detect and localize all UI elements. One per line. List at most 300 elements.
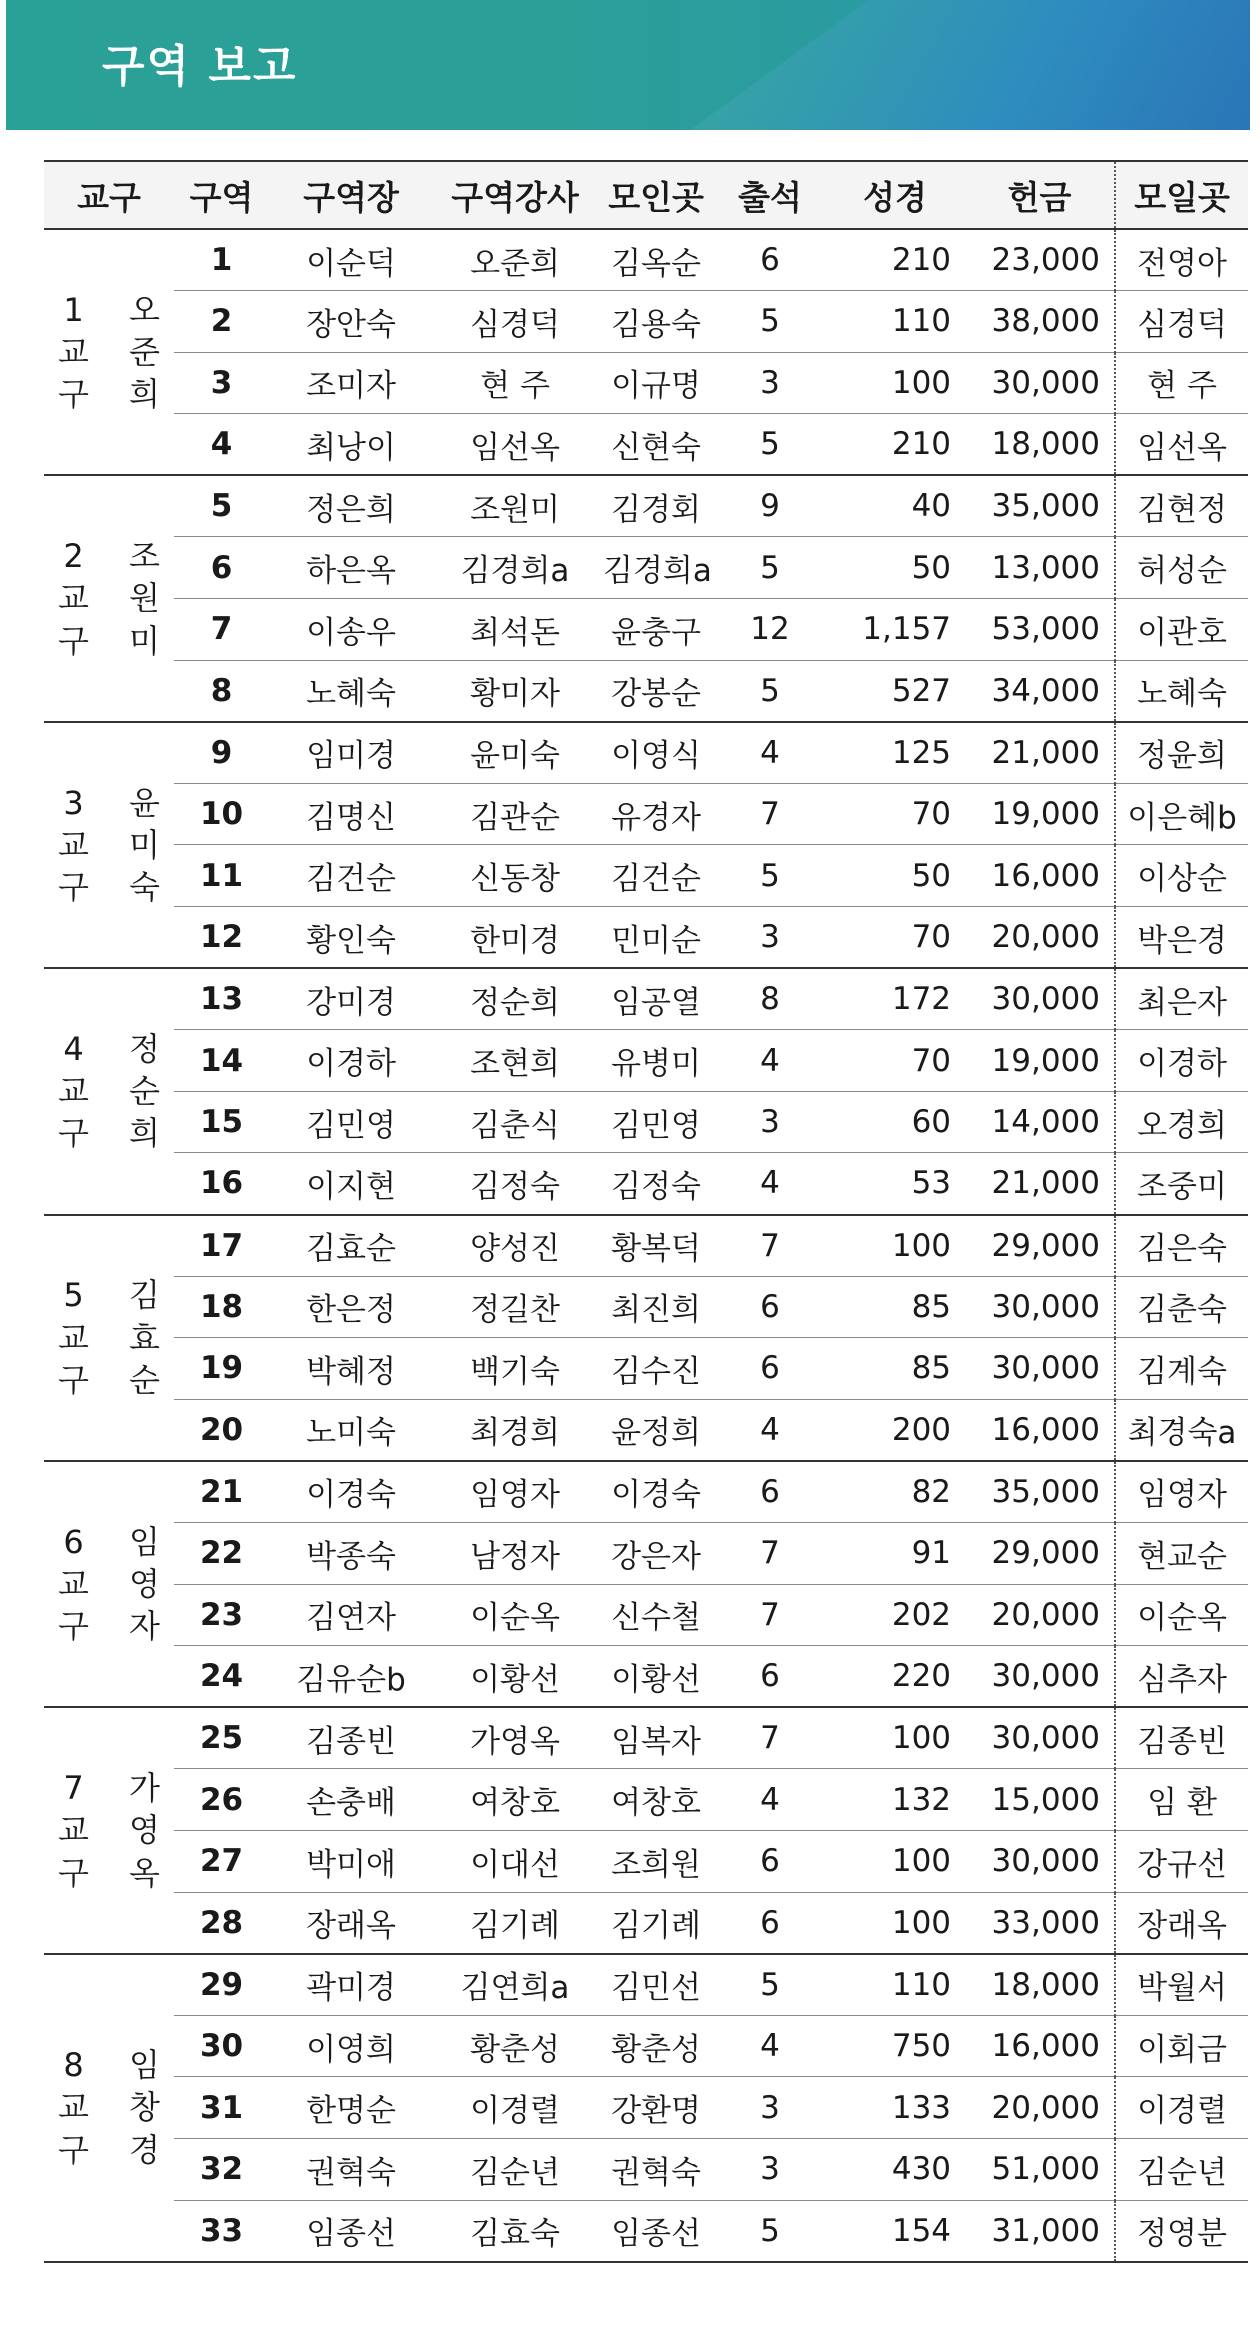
next-place: 강규선 — [1115, 1830, 1248, 1892]
district-number: 27 — [174, 1830, 269, 1892]
parish-leader: 조원미 — [109, 475, 174, 721]
district-number: 9 — [174, 722, 269, 784]
table-row — [44, 845, 1248, 907]
meeting-place: 김민선 — [597, 1954, 715, 2016]
table-row — [44, 1954, 1248, 2016]
district-teacher: 조현희 — [433, 1030, 597, 1092]
bible-count: 60 — [825, 1091, 965, 1153]
bible-count: 40 — [825, 475, 965, 537]
bible-count: 50 — [825, 537, 965, 599]
bible-count: 202 — [825, 1584, 965, 1646]
district-leader: 장안숙 — [269, 291, 433, 353]
district-leader: 이송우 — [269, 599, 433, 661]
district-number: 24 — [174, 1646, 269, 1708]
district-teacher: 임영자 — [433, 1461, 597, 1523]
meeting-place: 여창호 — [597, 1769, 715, 1831]
bible-count: 210 — [825, 414, 965, 476]
attendance: 6 — [715, 1892, 825, 1954]
table-row — [44, 907, 1248, 969]
offering: 18,000 — [965, 414, 1115, 476]
district-number: 28 — [174, 1892, 269, 1954]
district-leader: 이경숙 — [269, 1461, 433, 1523]
district-leader: 이경하 — [269, 1030, 433, 1092]
table-row — [44, 1584, 1248, 1646]
header-offering: 헌금 — [965, 161, 1115, 229]
attendance: 4 — [715, 2015, 825, 2077]
table-row — [44, 1215, 1248, 1277]
meeting-place: 김민영 — [597, 1091, 715, 1153]
district-teacher: 김연희a — [433, 1954, 597, 2016]
table-row — [44, 722, 1248, 784]
district-leader: 박혜정 — [269, 1338, 433, 1400]
meeting-place: 유경자 — [597, 783, 715, 845]
table-row — [44, 1091, 1248, 1153]
table-row — [44, 1461, 1248, 1523]
attendance: 12 — [715, 599, 825, 661]
district-leader: 손충배 — [269, 1769, 433, 1831]
district-teacher: 양성진 — [433, 1215, 597, 1277]
offering: 30,000 — [965, 1276, 1115, 1338]
district-teacher: 윤미숙 — [433, 722, 597, 784]
table-row — [44, 1892, 1248, 1954]
meeting-place: 김기례 — [597, 1892, 715, 1954]
offering: 16,000 — [965, 2015, 1115, 2077]
attendance: 7 — [715, 1215, 825, 1277]
district-teacher: 최경희 — [433, 1399, 597, 1461]
offering: 16,000 — [965, 845, 1115, 907]
table-row — [44, 2015, 1248, 2077]
meeting-place: 민미순 — [597, 907, 715, 969]
district-number: 7 — [174, 599, 269, 661]
table-row — [44, 660, 1248, 722]
header-meeting-place: 모인곳 — [597, 161, 715, 229]
district-leader: 김연자 — [269, 1584, 433, 1646]
bible-count: 430 — [825, 2138, 965, 2200]
table-row — [44, 1338, 1248, 1400]
district-number: 6 — [174, 537, 269, 599]
district-number: 18 — [174, 1276, 269, 1338]
header-next-place: 모일곳 — [1115, 161, 1248, 229]
parish-leader: 가영옥 — [109, 1707, 174, 1953]
bible-count: 220 — [825, 1646, 965, 1708]
attendance: 5 — [715, 414, 825, 476]
district-leader: 최낭이 — [269, 414, 433, 476]
district-teacher: 한미경 — [433, 907, 597, 969]
district-leader: 조미자 — [269, 352, 433, 414]
district-teacher: 정순희 — [433, 968, 597, 1030]
next-place: 이경하 — [1115, 1030, 1248, 1092]
meeting-place: 김용숙 — [597, 291, 715, 353]
page-title: 구역 보고 — [102, 41, 298, 92]
header-parish: 교구 — [44, 161, 174, 229]
table-row — [44, 414, 1248, 476]
bible-count: 132 — [825, 1769, 965, 1831]
parish-label: 2교구 — [44, 475, 109, 721]
district-number: 32 — [174, 2138, 269, 2200]
attendance: 5 — [715, 537, 825, 599]
district-number: 31 — [174, 2077, 269, 2139]
next-place: 김종빈 — [1115, 1707, 1248, 1769]
meeting-place: 김옥순 — [597, 229, 715, 291]
district-teacher: 최석돈 — [433, 599, 597, 661]
next-place: 조중미 — [1115, 1153, 1248, 1215]
bible-count: 133 — [825, 2077, 965, 2139]
table-header-row — [44, 161, 1248, 229]
meeting-place: 신현숙 — [597, 414, 715, 476]
meeting-place: 임공열 — [597, 968, 715, 1030]
district-number: 25 — [174, 1707, 269, 1769]
parish-label: 7교구 — [44, 1707, 109, 1953]
attendance: 6 — [715, 1830, 825, 1892]
district-teacher: 임선옥 — [433, 414, 597, 476]
district-leader: 이순덕 — [269, 229, 433, 291]
district-leader: 이지현 — [269, 1153, 433, 1215]
parish-leader: 정순희 — [109, 968, 174, 1214]
bible-count: 70 — [825, 907, 965, 969]
meeting-place: 이규명 — [597, 352, 715, 414]
district-leader: 정은희 — [269, 475, 433, 537]
attendance: 4 — [715, 1399, 825, 1461]
district-number: 26 — [174, 1769, 269, 1831]
next-place: 현 주 — [1115, 352, 1248, 414]
district-leader: 노미숙 — [269, 1399, 433, 1461]
offering: 21,000 — [965, 1153, 1115, 1215]
table-row — [44, 599, 1248, 661]
next-place: 최은자 — [1115, 968, 1248, 1030]
offering: 35,000 — [965, 475, 1115, 537]
attendance: 6 — [715, 1276, 825, 1338]
next-place: 장래옥 — [1115, 1892, 1248, 1954]
district-number: 11 — [174, 845, 269, 907]
meeting-place: 윤정희 — [597, 1399, 715, 1461]
next-place: 임 환 — [1115, 1769, 1248, 1831]
next-place: 임영자 — [1115, 1461, 1248, 1523]
district-teacher: 조원미 — [433, 475, 597, 537]
district-number: 8 — [174, 660, 269, 722]
attendance: 3 — [715, 2077, 825, 2139]
parish-leader: 임영자 — [109, 1461, 174, 1707]
bible-count: 125 — [825, 722, 965, 784]
attendance: 6 — [715, 1646, 825, 1708]
district-leader: 한명순 — [269, 2077, 433, 2139]
parish-label: 6교구 — [44, 1461, 109, 1707]
district-leader: 김효순 — [269, 1215, 433, 1277]
table-row — [44, 783, 1248, 845]
offering: 13,000 — [965, 537, 1115, 599]
parish-leader: 임창경 — [109, 1954, 174, 2262]
meeting-place: 김건순 — [597, 845, 715, 907]
parish-label: 5교구 — [44, 1215, 109, 1461]
district-leader: 김종빈 — [269, 1707, 433, 1769]
district-teacher: 가영옥 — [433, 1707, 597, 1769]
district-teacher: 이황선 — [433, 1646, 597, 1708]
bible-count: 53 — [825, 1153, 965, 1215]
district-teacher: 현 주 — [433, 352, 597, 414]
district-number: 21 — [174, 1461, 269, 1523]
district-number: 3 — [174, 352, 269, 414]
offering: 14,000 — [965, 1091, 1115, 1153]
district-number: 12 — [174, 907, 269, 969]
parish-leader: 김효순 — [109, 1215, 174, 1461]
district-leader: 김유순b — [269, 1646, 433, 1708]
meeting-place: 김정숙 — [597, 1153, 715, 1215]
district-report-table — [44, 160, 1248, 2263]
next-place: 김순년 — [1115, 2138, 1248, 2200]
table-row — [44, 475, 1248, 537]
attendance: 5 — [715, 2200, 825, 2262]
district-teacher: 김기례 — [433, 1892, 597, 1954]
offering: 19,000 — [965, 1030, 1115, 1092]
attendance: 7 — [715, 783, 825, 845]
district-number: 30 — [174, 2015, 269, 2077]
district-teacher: 신동창 — [433, 845, 597, 907]
attendance: 3 — [715, 2138, 825, 2200]
district-teacher: 심경덕 — [433, 291, 597, 353]
offering: 31,000 — [965, 2200, 1115, 2262]
district-number: 13 — [174, 968, 269, 1030]
offering: 23,000 — [965, 229, 1115, 291]
district-teacher: 황춘성 — [433, 2015, 597, 2077]
district-teacher: 황미자 — [433, 660, 597, 722]
district-number: 10 — [174, 783, 269, 845]
district-teacher: 이대선 — [433, 1830, 597, 1892]
meeting-place: 이황선 — [597, 1646, 715, 1708]
district-leader: 김명신 — [269, 783, 433, 845]
offering: 29,000 — [965, 1522, 1115, 1584]
meeting-place: 황복덕 — [597, 1215, 715, 1277]
attendance: 9 — [715, 475, 825, 537]
offering: 33,000 — [965, 1892, 1115, 1954]
attendance: 8 — [715, 968, 825, 1030]
meeting-place: 강환명 — [597, 2077, 715, 2139]
district-number: 1 — [174, 229, 269, 291]
offering: 30,000 — [965, 352, 1115, 414]
meeting-place: 강은자 — [597, 1522, 715, 1584]
bible-count: 154 — [825, 2200, 965, 2262]
next-place: 김현정 — [1115, 475, 1248, 537]
meeting-place: 임종선 — [597, 2200, 715, 2262]
table-row — [44, 229, 1248, 291]
offering: 21,000 — [965, 722, 1115, 784]
next-place: 김춘숙 — [1115, 1276, 1248, 1338]
attendance: 6 — [715, 1461, 825, 1523]
district-teacher: 김관순 — [433, 783, 597, 845]
header-district: 구역 — [174, 161, 269, 229]
offering: 30,000 — [965, 1338, 1115, 1400]
parish-label: 8교구 — [44, 1954, 109, 2262]
next-place: 박월서 — [1115, 1954, 1248, 2016]
bible-count: 100 — [825, 1215, 965, 1277]
district-number: 16 — [174, 1153, 269, 1215]
table-row — [44, 1399, 1248, 1461]
attendance: 4 — [715, 1153, 825, 1215]
offering: 20,000 — [965, 1584, 1115, 1646]
district-leader: 황인숙 — [269, 907, 433, 969]
attendance: 6 — [715, 1338, 825, 1400]
attendance: 5 — [715, 845, 825, 907]
offering: 30,000 — [965, 1830, 1115, 1892]
meeting-place: 황춘성 — [597, 2015, 715, 2077]
bible-count: 1,157 — [825, 599, 965, 661]
district-number: 17 — [174, 1215, 269, 1277]
district-leader: 장래옥 — [269, 1892, 433, 1954]
meeting-place: 유병미 — [597, 1030, 715, 1092]
bible-count: 70 — [825, 1030, 965, 1092]
table-row — [44, 2138, 1248, 2200]
district-leader: 강미경 — [269, 968, 433, 1030]
header-bible: 성경 — [825, 161, 965, 229]
table-row — [44, 537, 1248, 599]
district-number: 19 — [174, 1338, 269, 1400]
meeting-place: 임복자 — [597, 1707, 715, 1769]
bible-count: 50 — [825, 845, 965, 907]
table-row — [44, 1707, 1248, 1769]
bible-count: 91 — [825, 1522, 965, 1584]
next-place: 정영분 — [1115, 2200, 1248, 2262]
header-decoration — [690, 0, 1250, 130]
meeting-place: 김경희a — [597, 537, 715, 599]
district-number: 2 — [174, 291, 269, 353]
district-teacher: 정길찬 — [433, 1276, 597, 1338]
attendance: 5 — [715, 1954, 825, 2016]
meeting-place: 이경숙 — [597, 1461, 715, 1523]
meeting-place: 김수진 — [597, 1338, 715, 1400]
offering: 16,000 — [965, 1399, 1115, 1461]
next-place: 김계숙 — [1115, 1338, 1248, 1400]
table-body — [44, 229, 1248, 2262]
district-number: 14 — [174, 1030, 269, 1092]
meeting-place: 최진희 — [597, 1276, 715, 1338]
parish-leader: 오준희 — [109, 229, 174, 475]
table-row — [44, 1769, 1248, 1831]
district-teacher: 오준희 — [433, 229, 597, 291]
bible-count: 172 — [825, 968, 965, 1030]
table-row — [44, 1646, 1248, 1708]
bible-count: 100 — [825, 352, 965, 414]
bible-count: 200 — [825, 1399, 965, 1461]
offering: 30,000 — [965, 968, 1115, 1030]
attendance: 3 — [715, 1091, 825, 1153]
next-place: 임선옥 — [1115, 414, 1248, 476]
district-number: 29 — [174, 1954, 269, 2016]
attendance: 4 — [715, 1769, 825, 1831]
district-leader: 한은정 — [269, 1276, 433, 1338]
parish-label: 1교구 — [44, 229, 109, 475]
district-leader: 임미경 — [269, 722, 433, 784]
table-row — [44, 1522, 1248, 1584]
district-leader: 김건순 — [269, 845, 433, 907]
table-row — [44, 1153, 1248, 1215]
attendance: 5 — [715, 660, 825, 722]
meeting-place: 윤충구 — [597, 599, 715, 661]
district-leader: 김민영 — [269, 1091, 433, 1153]
table-row — [44, 1030, 1248, 1092]
attendance: 7 — [715, 1584, 825, 1646]
bible-count: 85 — [825, 1276, 965, 1338]
district-number: 4 — [174, 414, 269, 476]
next-place: 정윤희 — [1115, 722, 1248, 784]
bible-count: 85 — [825, 1338, 965, 1400]
district-number: 33 — [174, 2200, 269, 2262]
attendance: 5 — [715, 291, 825, 353]
header-attendance: 출석 — [715, 161, 825, 229]
offering: 19,000 — [965, 783, 1115, 845]
district-leader: 노혜숙 — [269, 660, 433, 722]
offering: 53,000 — [965, 599, 1115, 661]
district-teacher: 이순옥 — [433, 1584, 597, 1646]
bible-count: 527 — [825, 660, 965, 722]
next-place: 심추자 — [1115, 1646, 1248, 1708]
parish-leader: 윤미숙 — [109, 722, 174, 968]
next-place: 현교순 — [1115, 1522, 1248, 1584]
district-teacher: 김춘식 — [433, 1091, 597, 1153]
district-number: 22 — [174, 1522, 269, 1584]
attendance: 7 — [715, 1707, 825, 1769]
attendance: 4 — [715, 1030, 825, 1092]
district-teacher: 김경희a — [433, 537, 597, 599]
district-number: 23 — [174, 1584, 269, 1646]
bible-count: 110 — [825, 1954, 965, 2016]
district-number: 15 — [174, 1091, 269, 1153]
offering: 18,000 — [965, 1954, 1115, 2016]
parish-label: 3교구 — [44, 722, 109, 968]
district-teacher: 백기숙 — [433, 1338, 597, 1400]
header-district-teacher: 구역강사 — [433, 161, 597, 229]
next-place: 박은경 — [1115, 907, 1248, 969]
bible-count: 750 — [825, 2015, 965, 2077]
table-row — [44, 2077, 1248, 2139]
district-leader: 하은옥 — [269, 537, 433, 599]
next-place: 이상순 — [1115, 845, 1248, 907]
attendance: 3 — [715, 907, 825, 969]
table-row — [44, 352, 1248, 414]
offering: 51,000 — [965, 2138, 1115, 2200]
offering: 20,000 — [965, 907, 1115, 969]
next-place: 전영아 — [1115, 229, 1248, 291]
header-district-leader: 구역장 — [269, 161, 433, 229]
district-teacher: 이경렬 — [433, 2077, 597, 2139]
district-teacher: 김순년 — [433, 2138, 597, 2200]
bible-count: 70 — [825, 783, 965, 845]
attendance: 4 — [715, 722, 825, 784]
attendance: 7 — [715, 1522, 825, 1584]
table-row — [44, 1830, 1248, 1892]
next-place: 최경숙a — [1115, 1399, 1248, 1461]
district-leader: 박종숙 — [269, 1522, 433, 1584]
bible-count: 100 — [825, 1830, 965, 1892]
next-place: 심경덕 — [1115, 291, 1248, 353]
table-row — [44, 291, 1248, 353]
meeting-place: 이영식 — [597, 722, 715, 784]
next-place: 김은숙 — [1115, 1215, 1248, 1277]
meeting-place: 신수철 — [597, 1584, 715, 1646]
offering: 29,000 — [965, 1215, 1115, 1277]
table-row — [44, 1276, 1248, 1338]
offering: 34,000 — [965, 660, 1115, 722]
next-place: 이경렬 — [1115, 2077, 1248, 2139]
next-place: 노혜숙 — [1115, 660, 1248, 722]
next-place: 이회금 — [1115, 2015, 1248, 2077]
district-teacher: 김효숙 — [433, 2200, 597, 2262]
next-place: 이관호 — [1115, 599, 1248, 661]
next-place: 이순옥 — [1115, 1584, 1248, 1646]
page-header — [6, 0, 1250, 130]
parish-label: 4교구 — [44, 968, 109, 1214]
next-place: 허성순 — [1115, 537, 1248, 599]
bible-count: 82 — [825, 1461, 965, 1523]
table-row — [44, 2200, 1248, 2262]
attendance: 6 — [715, 229, 825, 291]
